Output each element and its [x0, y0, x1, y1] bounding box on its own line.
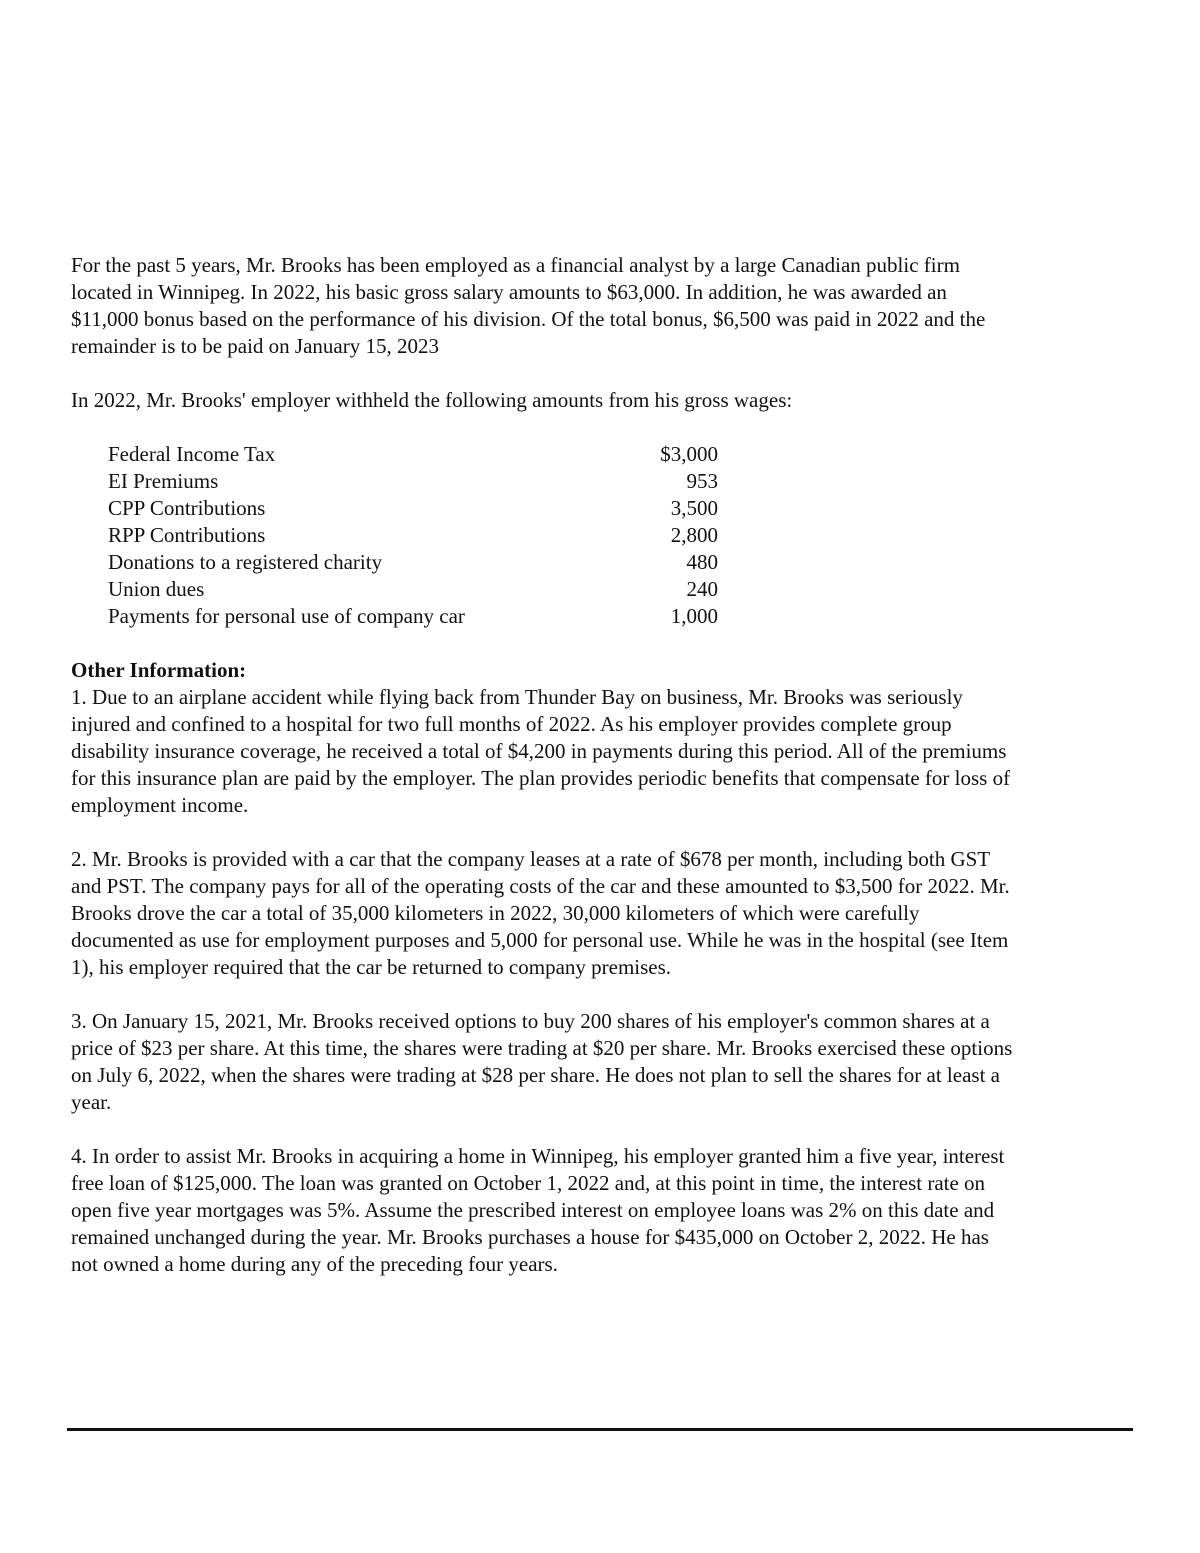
withholding-row — [108, 468, 718, 495]
withholding-row — [108, 603, 718, 630]
withholding-amount: 953 — [686, 469, 718, 493]
item-line: free loan of $125,000. The loan was granted on October 1, 2022 and, at this point in time, the interest rate on — [71, 1171, 986, 1195]
intro-line: $11,000 bonus based on the performance of his division. Of the total bonus, $6,500 was paid in 2022 and the — [71, 307, 986, 331]
other-information-heading: Other Information: — [71, 658, 247, 682]
withholding-row — [108, 522, 718, 549]
item-line: price of $23 per share. At this time, the shares were trading at $20 per share. Mr. Brooks exercised these options — [71, 1036, 1013, 1060]
withholding-amount: 480 — [686, 550, 718, 574]
item-line: year. — [71, 1090, 112, 1114]
other-info-item-3 — [71, 1008, 1141, 1116]
intro-paragraph — [71, 252, 1141, 360]
spacer — [71, 981, 1141, 1008]
withholdings-table — [108, 441, 718, 630]
withholding-intro: In 2022, Mr. Brooks' employer withheld the following amounts from his gross wages: — [71, 388, 793, 412]
withholding-label: Payments for personal use of company car — [108, 604, 465, 628]
intro-line: located in Winnipeg. In 2022, his basic gross salary amounts to $63,000. In addition, he was awarded an — [71, 280, 947, 304]
withholding-label: Donations to a registered charity — [108, 550, 383, 574]
item-line: on July 6, 2022, when the shares were trading at $28 per share. He does not plan to sell the shares for at least a — [71, 1063, 1000, 1087]
spacer — [71, 819, 1141, 846]
withholding-row — [108, 576, 718, 603]
item-line: remained unchanged during the year. Mr. Brooks purchases a house for $435,000 on October 2, 2022. He has — [71, 1225, 989, 1249]
item-line: 1), his employer required that the car be returned to company premises. — [71, 955, 672, 979]
withholding-row — [108, 549, 718, 576]
other-info-item-4 — [71, 1143, 1141, 1278]
withholding-amount: 240 — [686, 577, 718, 601]
withholding-label: EI Premiums — [108, 469, 219, 493]
withholding-row — [108, 441, 718, 468]
withholding-label: RPP Contributions — [108, 523, 266, 547]
item-line: 2. Mr. Brooks is provided with a car that the company leases at a rate of $678 per month, including both GST — [71, 847, 991, 871]
withholding-label: Federal Income Tax — [108, 442, 276, 466]
document-body — [71, 252, 1141, 1278]
spacer — [71, 360, 1141, 387]
other-info-item-2 — [71, 846, 1141, 981]
other-info-item-1 — [71, 684, 1141, 819]
withholding-row — [108, 495, 718, 522]
withholding-amount: 1,000 — [670, 604, 718, 628]
withholding-amount: $3,000 — [660, 442, 718, 466]
item-line: and PST. The company pays for all of the operating costs of the car and these amounted to $3,500 for 2022. Mr. — [71, 874, 1010, 898]
item-line: open five year mortgages was 5%. Assume the prescribed interest on employee loans was 2% on this date and — [71, 1198, 995, 1222]
withholding-amount: 3,500 — [670, 496, 718, 520]
footer-divider — [67, 1428, 1133, 1431]
spacer — [71, 414, 1141, 441]
withholding-label: Union dues — [108, 577, 205, 601]
item-line: injured and confined to a hospital for two full months of 2022. As his employer provides complete group — [71, 712, 952, 736]
item-line: employment income. — [71, 793, 249, 817]
item-line: 4. In order to assist Mr. Brooks in acquiring a home in Winnipeg, his employer granted him a five year, interest — [71, 1144, 1005, 1168]
intro-line: For the past 5 years, Mr. Brooks has been employed as a financial analyst by a large Canadian public firm — [71, 253, 960, 277]
item-line: Brooks drove the car a total of 35,000 kilometers in 2022, 30,000 kilometers of which were carefully — [71, 901, 920, 925]
item-line: not owned a home during any of the preceding four years. — [71, 1252, 558, 1276]
spacer — [71, 630, 1141, 657]
withholding-label: CPP Contributions — [108, 496, 266, 520]
item-line: disability insurance coverage, he received a total of $4,200 in payments during this period. All of the premiums — [71, 739, 1007, 763]
item-line: 1. Due to an airplane accident while flying back from Thunder Bay on business, Mr. Brooks was seriously — [71, 685, 963, 709]
item-line: documented as use for employment purposes and 5,000 for personal use. While he was in the hospital (see Item — [71, 928, 1009, 952]
intro-line: remainder is to be paid on January 15, 2023 — [71, 334, 439, 358]
item-line: 3. On January 15, 2021, Mr. Brooks received options to buy 200 shares of his employer's common shares at a — [71, 1009, 990, 1033]
spacer — [71, 1116, 1141, 1143]
withholding-amount: 2,800 — [670, 523, 718, 547]
item-line: for this insurance plan are paid by the employer. The plan provides periodic benefits that compensate for loss of — [71, 766, 1011, 790]
